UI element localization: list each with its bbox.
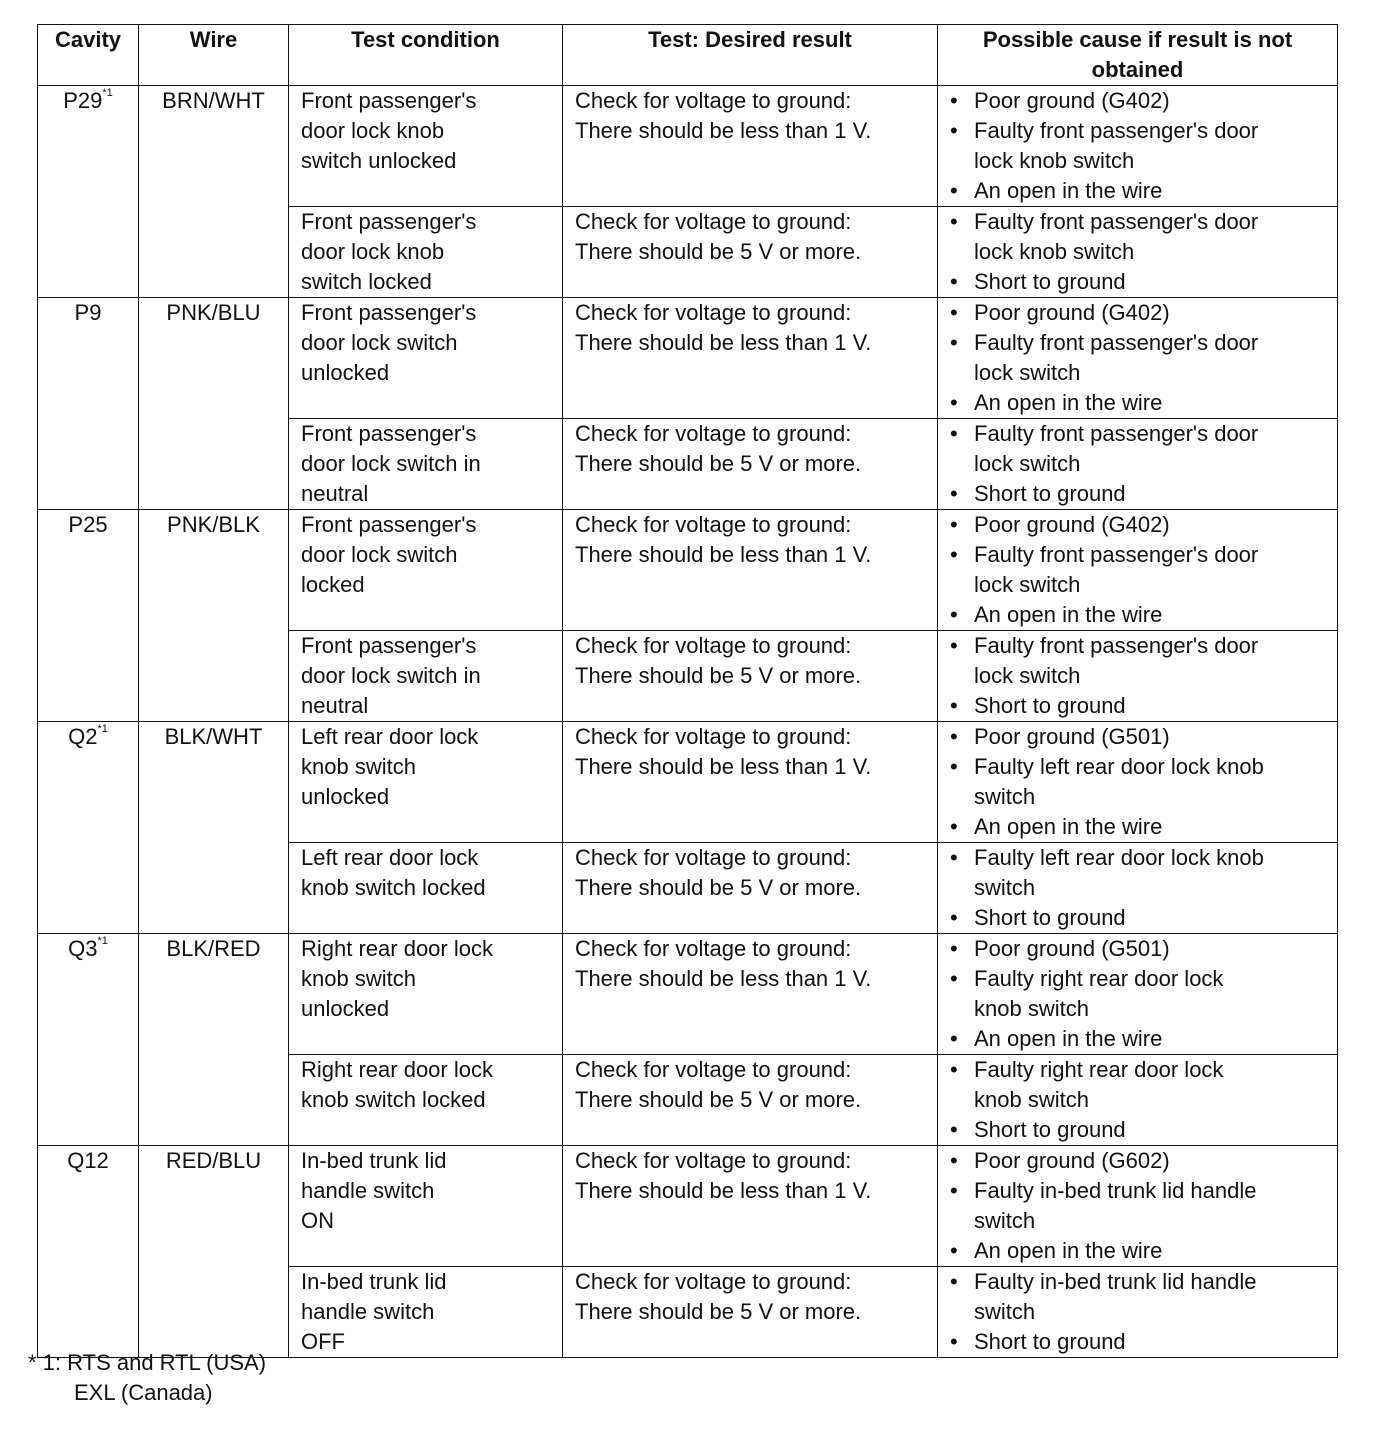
result-line: Check for voltage to ground: bbox=[575, 1057, 852, 1082]
wire-cell bbox=[139, 722, 289, 934]
condition-line: ON bbox=[301, 1208, 334, 1233]
cause-line: lock switch bbox=[974, 572, 1081, 597]
condition-line: knob switch bbox=[301, 754, 416, 779]
cause-line: lock switch bbox=[974, 451, 1081, 476]
cause-line: Faulty left rear door lock knob bbox=[974, 754, 1264, 779]
footnote-line-2: EXL (Canada) bbox=[74, 1380, 213, 1405]
cause-text bbox=[974, 843, 1264, 903]
result-line: There should be 5 V or more. bbox=[575, 1299, 862, 1324]
condition-line: Left rear door lock bbox=[301, 724, 479, 749]
result-line: There should be 5 V or more. bbox=[575, 663, 862, 688]
result-line: Check for voltage to ground: bbox=[575, 421, 852, 446]
cause-text bbox=[974, 752, 1264, 812]
cavity-cell bbox=[38, 510, 139, 722]
cause-line: Faulty front passenger's door bbox=[974, 633, 1259, 658]
possible-cause-cell bbox=[938, 1146, 1338, 1267]
possible-cause-cell bbox=[938, 934, 1338, 1055]
bullet-icon: • bbox=[950, 481, 958, 506]
wire-cell bbox=[139, 298, 289, 510]
bullet-icon: • bbox=[950, 905, 958, 930]
test-condition-cell bbox=[289, 207, 563, 298]
possible-cause-cell bbox=[938, 1055, 1338, 1146]
condition-line: OFF bbox=[301, 1329, 345, 1354]
condition-line: neutral bbox=[301, 481, 369, 506]
bullet-icon: • bbox=[950, 1148, 958, 1173]
condition-line: Front passenger's bbox=[301, 633, 477, 658]
footnote-marker: *1 bbox=[102, 87, 113, 99]
cause-line: Faulty in-bed trunk lid handle bbox=[974, 1269, 1257, 1294]
cause-line: Faulty in-bed trunk lid handle bbox=[974, 1178, 1257, 1203]
test-condition-cell bbox=[289, 1055, 563, 1146]
result-line: Check for voltage to ground: bbox=[575, 633, 852, 658]
desired-result-cell bbox=[563, 86, 938, 207]
cause-item bbox=[950, 903, 1337, 933]
cause-item bbox=[950, 1327, 1337, 1357]
cause-text bbox=[974, 1146, 1170, 1176]
test-condition-cell bbox=[289, 843, 563, 934]
cause-line: Poor ground (G402) bbox=[974, 300, 1170, 325]
condition-line: handle switch bbox=[301, 1299, 435, 1324]
cause-line: Short to ground bbox=[974, 693, 1126, 718]
cause-text bbox=[974, 116, 1258, 176]
bullet-icon: • bbox=[950, 178, 958, 203]
footnote-marker: *1 bbox=[97, 935, 108, 947]
condition-line: door lock switch in bbox=[301, 451, 481, 476]
condition-line: Front passenger's bbox=[301, 512, 477, 537]
cavity-label: Q12 bbox=[67, 1148, 109, 1173]
condition-line: Right rear door lock bbox=[301, 1057, 493, 1082]
cause-text bbox=[974, 1115, 1126, 1145]
cause-line: switch bbox=[974, 784, 1036, 809]
condition-line: door lock switch bbox=[301, 542, 458, 567]
wire-color: BLK/RED bbox=[166, 936, 261, 961]
cause-item bbox=[950, 1115, 1337, 1145]
desired-result-cell bbox=[563, 843, 938, 934]
result-line: Check for voltage to ground: bbox=[575, 1269, 852, 1294]
condition-line: knob switch locked bbox=[301, 1087, 486, 1112]
cause-item bbox=[950, 1146, 1337, 1176]
desired-result-cell bbox=[563, 1055, 938, 1146]
bullet-icon: • bbox=[950, 1057, 958, 1082]
cavity-cell bbox=[38, 934, 139, 1146]
bullet-icon: • bbox=[950, 269, 958, 294]
cause-text bbox=[974, 86, 1170, 116]
cause-line: knob switch bbox=[974, 996, 1089, 1021]
connector-test-table bbox=[37, 24, 1338, 1358]
bullet-icon: • bbox=[950, 1117, 958, 1142]
condition-line: Front passenger's bbox=[301, 300, 477, 325]
desired-result-cell bbox=[563, 298, 938, 419]
cause-text bbox=[974, 510, 1170, 540]
cause-line: An open in the wire bbox=[974, 1238, 1163, 1263]
desired-result-cell bbox=[563, 1146, 938, 1267]
cause-text bbox=[974, 1055, 1223, 1115]
cause-text bbox=[974, 631, 1258, 691]
bullet-icon: • bbox=[950, 542, 958, 567]
cause-text bbox=[974, 812, 1162, 842]
wire-cell bbox=[139, 934, 289, 1146]
condition-line: door lock switch in bbox=[301, 663, 481, 688]
table-row bbox=[38, 510, 1338, 631]
cause-line: An open in the wire bbox=[974, 178, 1163, 203]
wire-color: RED/BLU bbox=[165, 1148, 262, 1173]
cause-item bbox=[950, 207, 1337, 267]
cause-line: Poor ground (G402) bbox=[974, 512, 1170, 537]
bullet-icon: • bbox=[950, 88, 958, 113]
cause-line: Short to ground bbox=[974, 905, 1126, 930]
bullet-icon: • bbox=[950, 814, 958, 839]
cause-line: Short to ground bbox=[974, 269, 1126, 294]
cause-item bbox=[950, 600, 1337, 630]
test-condition-cell bbox=[289, 510, 563, 631]
possible-cause-cell bbox=[938, 510, 1338, 631]
cause-text bbox=[974, 964, 1223, 1024]
bullet-icon: • bbox=[950, 966, 958, 991]
cause-item bbox=[950, 843, 1337, 903]
cause-text bbox=[974, 1176, 1257, 1236]
cause-text bbox=[974, 1327, 1126, 1357]
cause-line: switch bbox=[974, 1208, 1036, 1233]
header-possible-cause: Possible cause if result is not obtained bbox=[938, 25, 1338, 86]
desired-result-cell bbox=[563, 1267, 938, 1358]
cause-item bbox=[950, 116, 1337, 176]
bullet-icon: • bbox=[950, 724, 958, 749]
cause-item bbox=[950, 267, 1337, 297]
cause-line: lock switch bbox=[974, 663, 1081, 688]
condition-line: knob switch locked bbox=[301, 875, 486, 900]
condition-line: door lock switch bbox=[301, 330, 458, 355]
desired-result-cell bbox=[563, 419, 938, 510]
cavity-cell bbox=[38, 86, 139, 298]
cause-text bbox=[974, 540, 1258, 600]
condition-line: Front passenger's bbox=[301, 209, 477, 234]
cause-item bbox=[950, 298, 1337, 328]
bullet-icon: • bbox=[950, 421, 958, 446]
bullet-icon: • bbox=[950, 1026, 958, 1051]
cause-text bbox=[974, 267, 1126, 297]
result-line: Check for voltage to ground: bbox=[575, 936, 852, 961]
condition-line: handle switch bbox=[301, 1178, 435, 1203]
desired-result-cell bbox=[563, 722, 938, 843]
bullet-icon: • bbox=[950, 754, 958, 779]
cause-line: An open in the wire bbox=[974, 1026, 1163, 1051]
cause-text bbox=[974, 328, 1258, 388]
cause-item bbox=[950, 691, 1337, 721]
cavity-label: P25 bbox=[68, 512, 108, 537]
bullet-icon: • bbox=[950, 845, 958, 870]
bullet-icon: • bbox=[950, 209, 958, 234]
wire-color: PNK/BLK bbox=[167, 512, 260, 537]
cause-line: An open in the wire bbox=[974, 814, 1163, 839]
bullet-icon: • bbox=[950, 693, 958, 718]
table-header-row bbox=[38, 25, 1338, 86]
cause-line: An open in the wire bbox=[974, 390, 1163, 415]
desired-result-cell bbox=[563, 510, 938, 631]
table-row bbox=[38, 1146, 1338, 1267]
cause-item bbox=[950, 631, 1337, 691]
test-condition-cell bbox=[289, 631, 563, 722]
cause-line: Poor ground (G501) bbox=[974, 724, 1170, 749]
test-condition-cell bbox=[289, 1146, 563, 1267]
bullet-icon: • bbox=[950, 602, 958, 627]
desired-result-cell bbox=[563, 934, 938, 1055]
bullet-icon: • bbox=[950, 1238, 958, 1263]
header-test-condition: Test condition bbox=[289, 25, 563, 86]
bullet-icon: • bbox=[950, 330, 958, 355]
cause-item bbox=[950, 964, 1337, 1024]
result-line: There should be 5 V or more. bbox=[575, 875, 862, 900]
bullet-icon: • bbox=[950, 633, 958, 658]
condition-line: In-bed trunk lid bbox=[301, 1148, 447, 1173]
cause-line: switch bbox=[974, 1299, 1036, 1324]
cause-line: lock knob switch bbox=[974, 148, 1135, 173]
cavity-cell bbox=[38, 298, 139, 510]
cause-text bbox=[974, 176, 1162, 206]
condition-line: Left rear door lock bbox=[301, 845, 479, 870]
cause-item bbox=[950, 388, 1337, 418]
cause-text bbox=[974, 1267, 1257, 1327]
wire-color: BLK/WHT bbox=[164, 724, 263, 749]
cause-text bbox=[974, 600, 1162, 630]
test-condition-cell bbox=[289, 298, 563, 419]
result-line: There should be less than 1 V. bbox=[575, 966, 872, 991]
cause-item bbox=[950, 419, 1337, 479]
cause-line: switch bbox=[974, 875, 1036, 900]
cause-line: Poor ground (G501) bbox=[974, 936, 1170, 961]
result-line: There should be less than 1 V. bbox=[575, 754, 872, 779]
cause-text bbox=[974, 934, 1170, 964]
condition-line: unlocked bbox=[301, 784, 390, 809]
condition-line: unlocked bbox=[301, 996, 390, 1021]
possible-cause-cell bbox=[938, 207, 1338, 298]
result-line: Check for voltage to ground: bbox=[575, 845, 852, 870]
cause-item bbox=[950, 510, 1337, 540]
result-line: There should be less than 1 V. bbox=[575, 542, 872, 567]
cause-item bbox=[950, 1176, 1337, 1236]
cause-line: Faulty right rear door lock bbox=[974, 1057, 1224, 1082]
result-line: There should be 5 V or more. bbox=[575, 239, 862, 264]
cause-item bbox=[950, 1236, 1337, 1266]
cavity-label: P9 bbox=[74, 300, 102, 325]
condition-line: door lock knob bbox=[301, 118, 445, 143]
cavity-cell bbox=[38, 1146, 139, 1358]
wire-cell bbox=[139, 510, 289, 722]
result-line: There should be less than 1 V. bbox=[575, 1178, 872, 1203]
cause-text bbox=[974, 419, 1258, 479]
condition-line: In-bed trunk lid bbox=[301, 1269, 447, 1294]
result-line: There should be 5 V or more. bbox=[575, 1087, 862, 1112]
bullet-icon: • bbox=[950, 1178, 958, 1203]
cavity-label: P29 bbox=[63, 88, 103, 113]
possible-cause-cell bbox=[938, 298, 1338, 419]
desired-result-cell bbox=[563, 207, 938, 298]
cause-text bbox=[974, 1024, 1162, 1054]
test-condition-cell bbox=[289, 1267, 563, 1358]
footnote bbox=[28, 1348, 266, 1408]
cause-text bbox=[974, 388, 1162, 418]
wire-color: PNK/BLU bbox=[166, 300, 261, 325]
header-desired-result: Test: Desired result bbox=[563, 25, 938, 86]
cause-line: Poor ground (G602) bbox=[974, 1148, 1170, 1173]
cause-line: Poor ground (G402) bbox=[974, 88, 1170, 113]
possible-cause-cell bbox=[938, 843, 1338, 934]
cause-item bbox=[950, 812, 1337, 842]
footnote-marker: *1 bbox=[97, 723, 108, 735]
cause-item bbox=[950, 934, 1337, 964]
cause-line: Faulty front passenger's door bbox=[974, 542, 1259, 567]
cause-line: Faulty front passenger's door bbox=[974, 209, 1259, 234]
header-cavity: Cavity bbox=[38, 25, 139, 86]
bullet-icon: • bbox=[950, 512, 958, 537]
possible-cause-cell bbox=[938, 419, 1338, 510]
table-row bbox=[38, 86, 1338, 207]
cause-text bbox=[974, 1236, 1162, 1266]
possible-cause-cell bbox=[938, 1267, 1338, 1358]
header-wire: Wire bbox=[139, 25, 289, 86]
result-line: Check for voltage to ground: bbox=[575, 724, 852, 749]
cause-item bbox=[950, 540, 1337, 600]
table-row bbox=[38, 934, 1338, 1055]
cause-line: Faulty left rear door lock knob bbox=[974, 845, 1264, 870]
bullet-icon: • bbox=[950, 300, 958, 325]
test-condition-cell bbox=[289, 722, 563, 843]
condition-line: switch unlocked bbox=[301, 148, 457, 173]
result-line: Check for voltage to ground: bbox=[575, 512, 852, 537]
test-condition-cell bbox=[289, 419, 563, 510]
cause-text bbox=[974, 722, 1170, 752]
test-condition-cell bbox=[289, 934, 563, 1055]
condition-line: Front passenger's bbox=[301, 421, 477, 446]
cause-text bbox=[974, 207, 1258, 267]
condition-line: unlocked bbox=[301, 360, 390, 385]
cavity-label: Q2 bbox=[68, 724, 98, 749]
cause-line: Faulty right rear door lock bbox=[974, 966, 1224, 991]
cavity-label: Q3 bbox=[68, 936, 98, 961]
result-line: There should be less than 1 V. bbox=[575, 330, 872, 355]
result-line: Check for voltage to ground: bbox=[575, 300, 852, 325]
wire-cell bbox=[139, 1146, 289, 1358]
condition-line: neutral bbox=[301, 693, 369, 718]
possible-cause-cell bbox=[938, 722, 1338, 843]
cause-item bbox=[950, 1267, 1337, 1327]
cause-line: Faulty front passenger's door bbox=[974, 330, 1259, 355]
table-row bbox=[38, 722, 1338, 843]
cause-item bbox=[950, 1024, 1337, 1054]
cause-item bbox=[950, 752, 1337, 812]
bullet-icon: • bbox=[950, 1329, 958, 1354]
cause-item bbox=[950, 479, 1337, 509]
cavity-cell bbox=[38, 722, 139, 934]
bullet-icon: • bbox=[950, 1269, 958, 1294]
condition-line: Right rear door lock bbox=[301, 936, 493, 961]
result-line: Check for voltage to ground: bbox=[575, 209, 852, 234]
condition-line: Front passenger's bbox=[301, 88, 477, 113]
cause-text bbox=[974, 691, 1126, 721]
possible-cause-cell bbox=[938, 86, 1338, 207]
wire-cell bbox=[139, 86, 289, 298]
result-line: There should be 5 V or more. bbox=[575, 451, 862, 476]
cause-item bbox=[950, 328, 1337, 388]
bullet-icon: • bbox=[950, 118, 958, 143]
cause-item bbox=[950, 176, 1337, 206]
cause-line: Faulty front passenger's door bbox=[974, 421, 1259, 446]
cause-line: lock knob switch bbox=[974, 239, 1135, 264]
result-line: Check for voltage to ground: bbox=[575, 1148, 852, 1173]
cause-item bbox=[950, 722, 1337, 752]
wire-color: BRN/WHT bbox=[162, 88, 265, 113]
bullet-icon: • bbox=[950, 936, 958, 961]
cause-line: Short to ground bbox=[974, 1329, 1126, 1354]
possible-cause-cell bbox=[938, 631, 1338, 722]
condition-line: locked bbox=[301, 572, 365, 597]
cause-text bbox=[974, 479, 1126, 509]
cause-line: Short to ground bbox=[974, 1117, 1126, 1142]
condition-line: door lock knob bbox=[301, 239, 445, 264]
cause-text bbox=[974, 298, 1170, 328]
bullet-icon: • bbox=[950, 390, 958, 415]
cause-line: Short to ground bbox=[974, 481, 1126, 506]
cause-line: knob switch bbox=[974, 1087, 1089, 1112]
result-line: There should be less than 1 V. bbox=[575, 118, 872, 143]
footnote-line-1: * 1: RTS and RTL (USA) bbox=[28, 1350, 267, 1375]
cause-item bbox=[950, 86, 1337, 116]
cause-line: Faulty front passenger's door bbox=[974, 118, 1259, 143]
cause-item bbox=[950, 1055, 1337, 1115]
result-line: Check for voltage to ground: bbox=[575, 88, 852, 113]
condition-line: switch locked bbox=[301, 269, 432, 294]
cause-line: lock switch bbox=[974, 360, 1081, 385]
table-row bbox=[38, 298, 1338, 419]
cause-line: An open in the wire bbox=[974, 602, 1163, 627]
desired-result-cell bbox=[563, 631, 938, 722]
test-condition-cell bbox=[289, 86, 563, 207]
cause-text bbox=[974, 903, 1126, 933]
condition-line: knob switch bbox=[301, 966, 416, 991]
